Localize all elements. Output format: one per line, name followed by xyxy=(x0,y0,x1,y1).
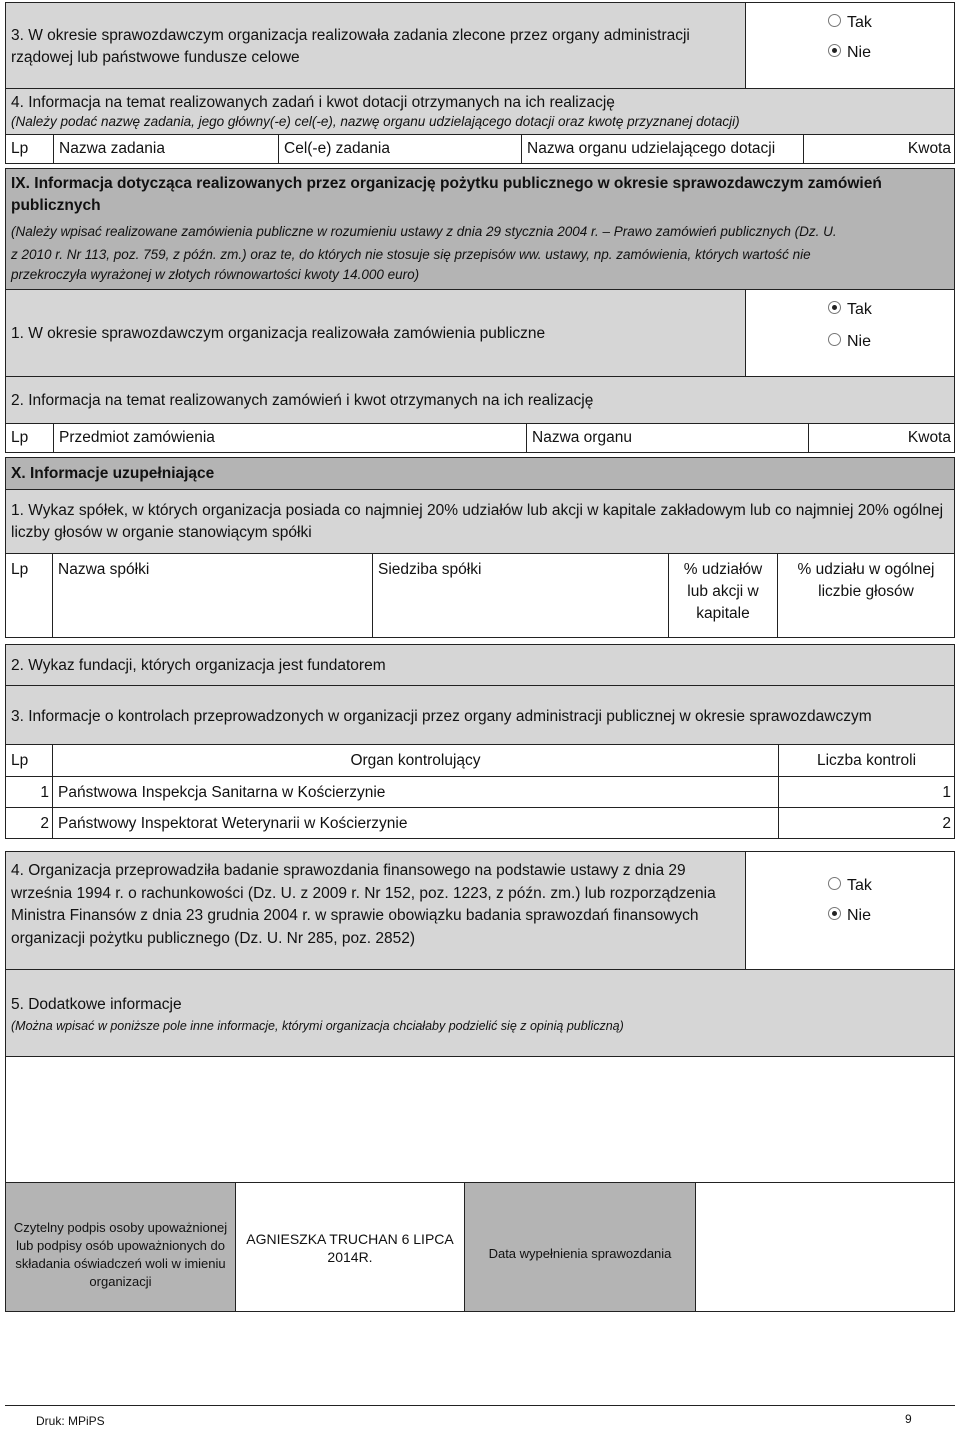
x-q5-title: 5. Dodatkowe informacje xyxy=(11,996,182,1013)
ix-q2-text: 2. Informacja na temat realizowanych zamówień i kwot otrzymanych na ich realizację xyxy=(11,392,594,409)
x-col-seat: Siedziba spółki xyxy=(372,553,669,638)
table-row-organ: Państwowa Inspekcja Sanitarna w Kościerzynie xyxy=(52,776,779,808)
ix-q1-text: 1. W okresie sprawozdawczym organizacja realizowała zamówienia publiczne xyxy=(11,325,546,342)
ix-note-2: z 2010 r. Nr 113, poz. 759, z późn. zm.) oraz te, do których nie stosuje się przepisów ww. ustawy, np. zamówienia, których wartość nie xyxy=(11,247,811,262)
s3-question xyxy=(5,2,746,89)
x-q1 xyxy=(5,489,955,554)
x-q2-text: 2. Wykaz fundacji, których organizacja jest fundatorem xyxy=(11,657,386,674)
ix-header xyxy=(5,168,955,290)
x-q5 xyxy=(5,969,955,1057)
table-row-count: 1 xyxy=(778,776,955,808)
page-number: 9 xyxy=(905,1412,912,1426)
ix-col-lp: Lp xyxy=(5,423,54,453)
s4-col-amount: Kwota xyxy=(803,134,955,164)
x-q4-radio-group xyxy=(745,851,955,970)
x-q2 xyxy=(5,644,955,686)
x-q3 xyxy=(5,685,955,745)
date-field[interactable] xyxy=(695,1182,955,1312)
x-col-shares: % udziałów lub akcji w kapitale xyxy=(668,553,778,638)
radio-off-icon xyxy=(828,333,841,346)
table-row-lp: 2 xyxy=(5,807,53,839)
ix-col-amount: Kwota xyxy=(808,423,955,453)
s4-title: 4. Informacja na temat realizowanych zadań i kwot dotacji otrzymanych na ich realizację xyxy=(11,94,615,111)
x-header xyxy=(5,457,955,490)
radio-off-icon xyxy=(828,14,841,27)
x-q4 xyxy=(5,851,746,970)
signature-field[interactable] xyxy=(236,1182,464,1312)
s4-col-organ: Nazwa organu udzielającego dotacji xyxy=(521,134,804,164)
date-label-cell xyxy=(464,1182,696,1312)
s4-header xyxy=(5,88,955,135)
s3-no-radio[interactable]: Nie xyxy=(828,43,871,63)
x-q4-text: 4. Organizacja przeprowadziła badanie sprawozdania finansowego na podstawie ustawy z dnia 29 września 1994 r. o rachunkowości (Dz. U. z 2009 r. Nr 152, poz. 1223, z późn. zm.) lub rozporządzenia Ministra Finansów z dnia 23 grudnia 2004 r. w sprawie obowiązku badania sprawozdań finansowych organizacji pożytku publicznego (Dz. U. Nr 285, poz. 2852) xyxy=(11,862,716,947)
x-col-lp: Lp xyxy=(5,553,53,638)
table-row-lp: 1 xyxy=(5,776,53,808)
radio-on-icon xyxy=(828,44,841,57)
x-q1-text: 1. Wykaz spółek, w których organizacja posiada co najmniej 20% udziałów lub akcji w kapitale zakładowym lub co najmniej 20% ogólnej liczby głosów w organie stanowiącym spółki xyxy=(11,502,944,541)
ix-no-radio[interactable]: Nie xyxy=(828,332,871,352)
x-q3-col-lp: Lp xyxy=(5,744,53,777)
ix-note-1: (Należy wpisać realizowane zamówienia publiczne w rozumieniu ustawy z dnia 29 stycznia 2004 r. – Prawo zamówień publicznych (Dz. U. xyxy=(11,224,837,239)
footer-line xyxy=(5,1405,955,1406)
ix-col-organ: Nazwa organu xyxy=(526,423,809,453)
ix-note-3: przekroczyła wyrażonej w złotych równowartości kwoty 14.000 euro) xyxy=(11,267,420,282)
x-title: X. Informacje uzupełniające xyxy=(11,465,215,482)
radio-on-icon xyxy=(828,301,841,314)
x-q3-col-organ: Organ kontrolujący xyxy=(52,744,779,777)
x-q4-no-radio[interactable]: Nie xyxy=(828,906,871,926)
ix-q1 xyxy=(5,289,746,377)
x-q3-text: 3. Informacje o kontrolach przeprowadzonych w organizacji przez organy administracji publicznej w okresie sprawozdawczym xyxy=(11,708,872,725)
signature-label-cell xyxy=(5,1182,236,1312)
x-q3-col-count: Liczba kontroli xyxy=(778,744,955,777)
x-q4-yes-radio[interactable]: Tak xyxy=(828,876,872,896)
table-row-organ: Państwowy Inspektorat Weterynarii w Kościerzynie xyxy=(52,807,779,839)
s3-radio-group xyxy=(745,2,955,89)
s3-text: 3. W okresie sprawozdawczym organizacja realizowała zadania zlecone przez organy administracji rządowej lub państwowe fundusze celowe xyxy=(11,27,690,66)
x-q5-note: (Można wpisać w poniższe pole inne informacje, którymi organizacja chciałaby podzielić się z opinią publiczną) xyxy=(11,1019,624,1033)
ix-q2 xyxy=(5,376,955,424)
signature-label: Czytelny podpis osoby upoważnionej lub podpisy osób upoważnionych do składania oświadczeń woli w imieniu organizacji xyxy=(13,1220,228,1289)
signature-value: AGNIESZKA TRUCHAN 6 LIPCA 2014R. xyxy=(246,1231,454,1265)
s4-col-goal: Cel(-e) zadania xyxy=(278,134,522,164)
s4-col-name: Nazwa zadania xyxy=(53,134,279,164)
ix-yes-radio[interactable]: Tak xyxy=(828,300,872,320)
additional-info-field[interactable] xyxy=(5,1056,955,1183)
x-col-votes: % udziału w ogólnej liczbie głosów xyxy=(777,553,955,638)
footer-print: Druk: MPiPS xyxy=(36,1414,105,1428)
ix-col-subject: Przedmiot zamówienia xyxy=(53,423,527,453)
s4-col-lp: Lp xyxy=(5,134,54,164)
date-label: Data wypełnienia sprawozdania xyxy=(488,1246,672,1261)
s3-yes-radio[interactable]: Tak xyxy=(828,13,872,33)
radio-on-icon xyxy=(828,907,841,920)
radio-off-icon xyxy=(828,877,841,890)
x-col-company: Nazwa spółki xyxy=(52,553,373,638)
ix-title: IX. Informacja dotycząca realizowanych przez organizację pożytku publicznego w okresie sprawozdawczym zamówień publicznych xyxy=(11,175,882,214)
ix-q1-radio-group xyxy=(745,289,955,377)
s4-note: (Należy podać nazwę zadania, jego główny(-e) cel(-e), nazwę organu udzielającego dotacji oraz kwotę przyznanej dotacji) xyxy=(11,114,740,129)
table-row-count: 2 xyxy=(778,807,955,839)
